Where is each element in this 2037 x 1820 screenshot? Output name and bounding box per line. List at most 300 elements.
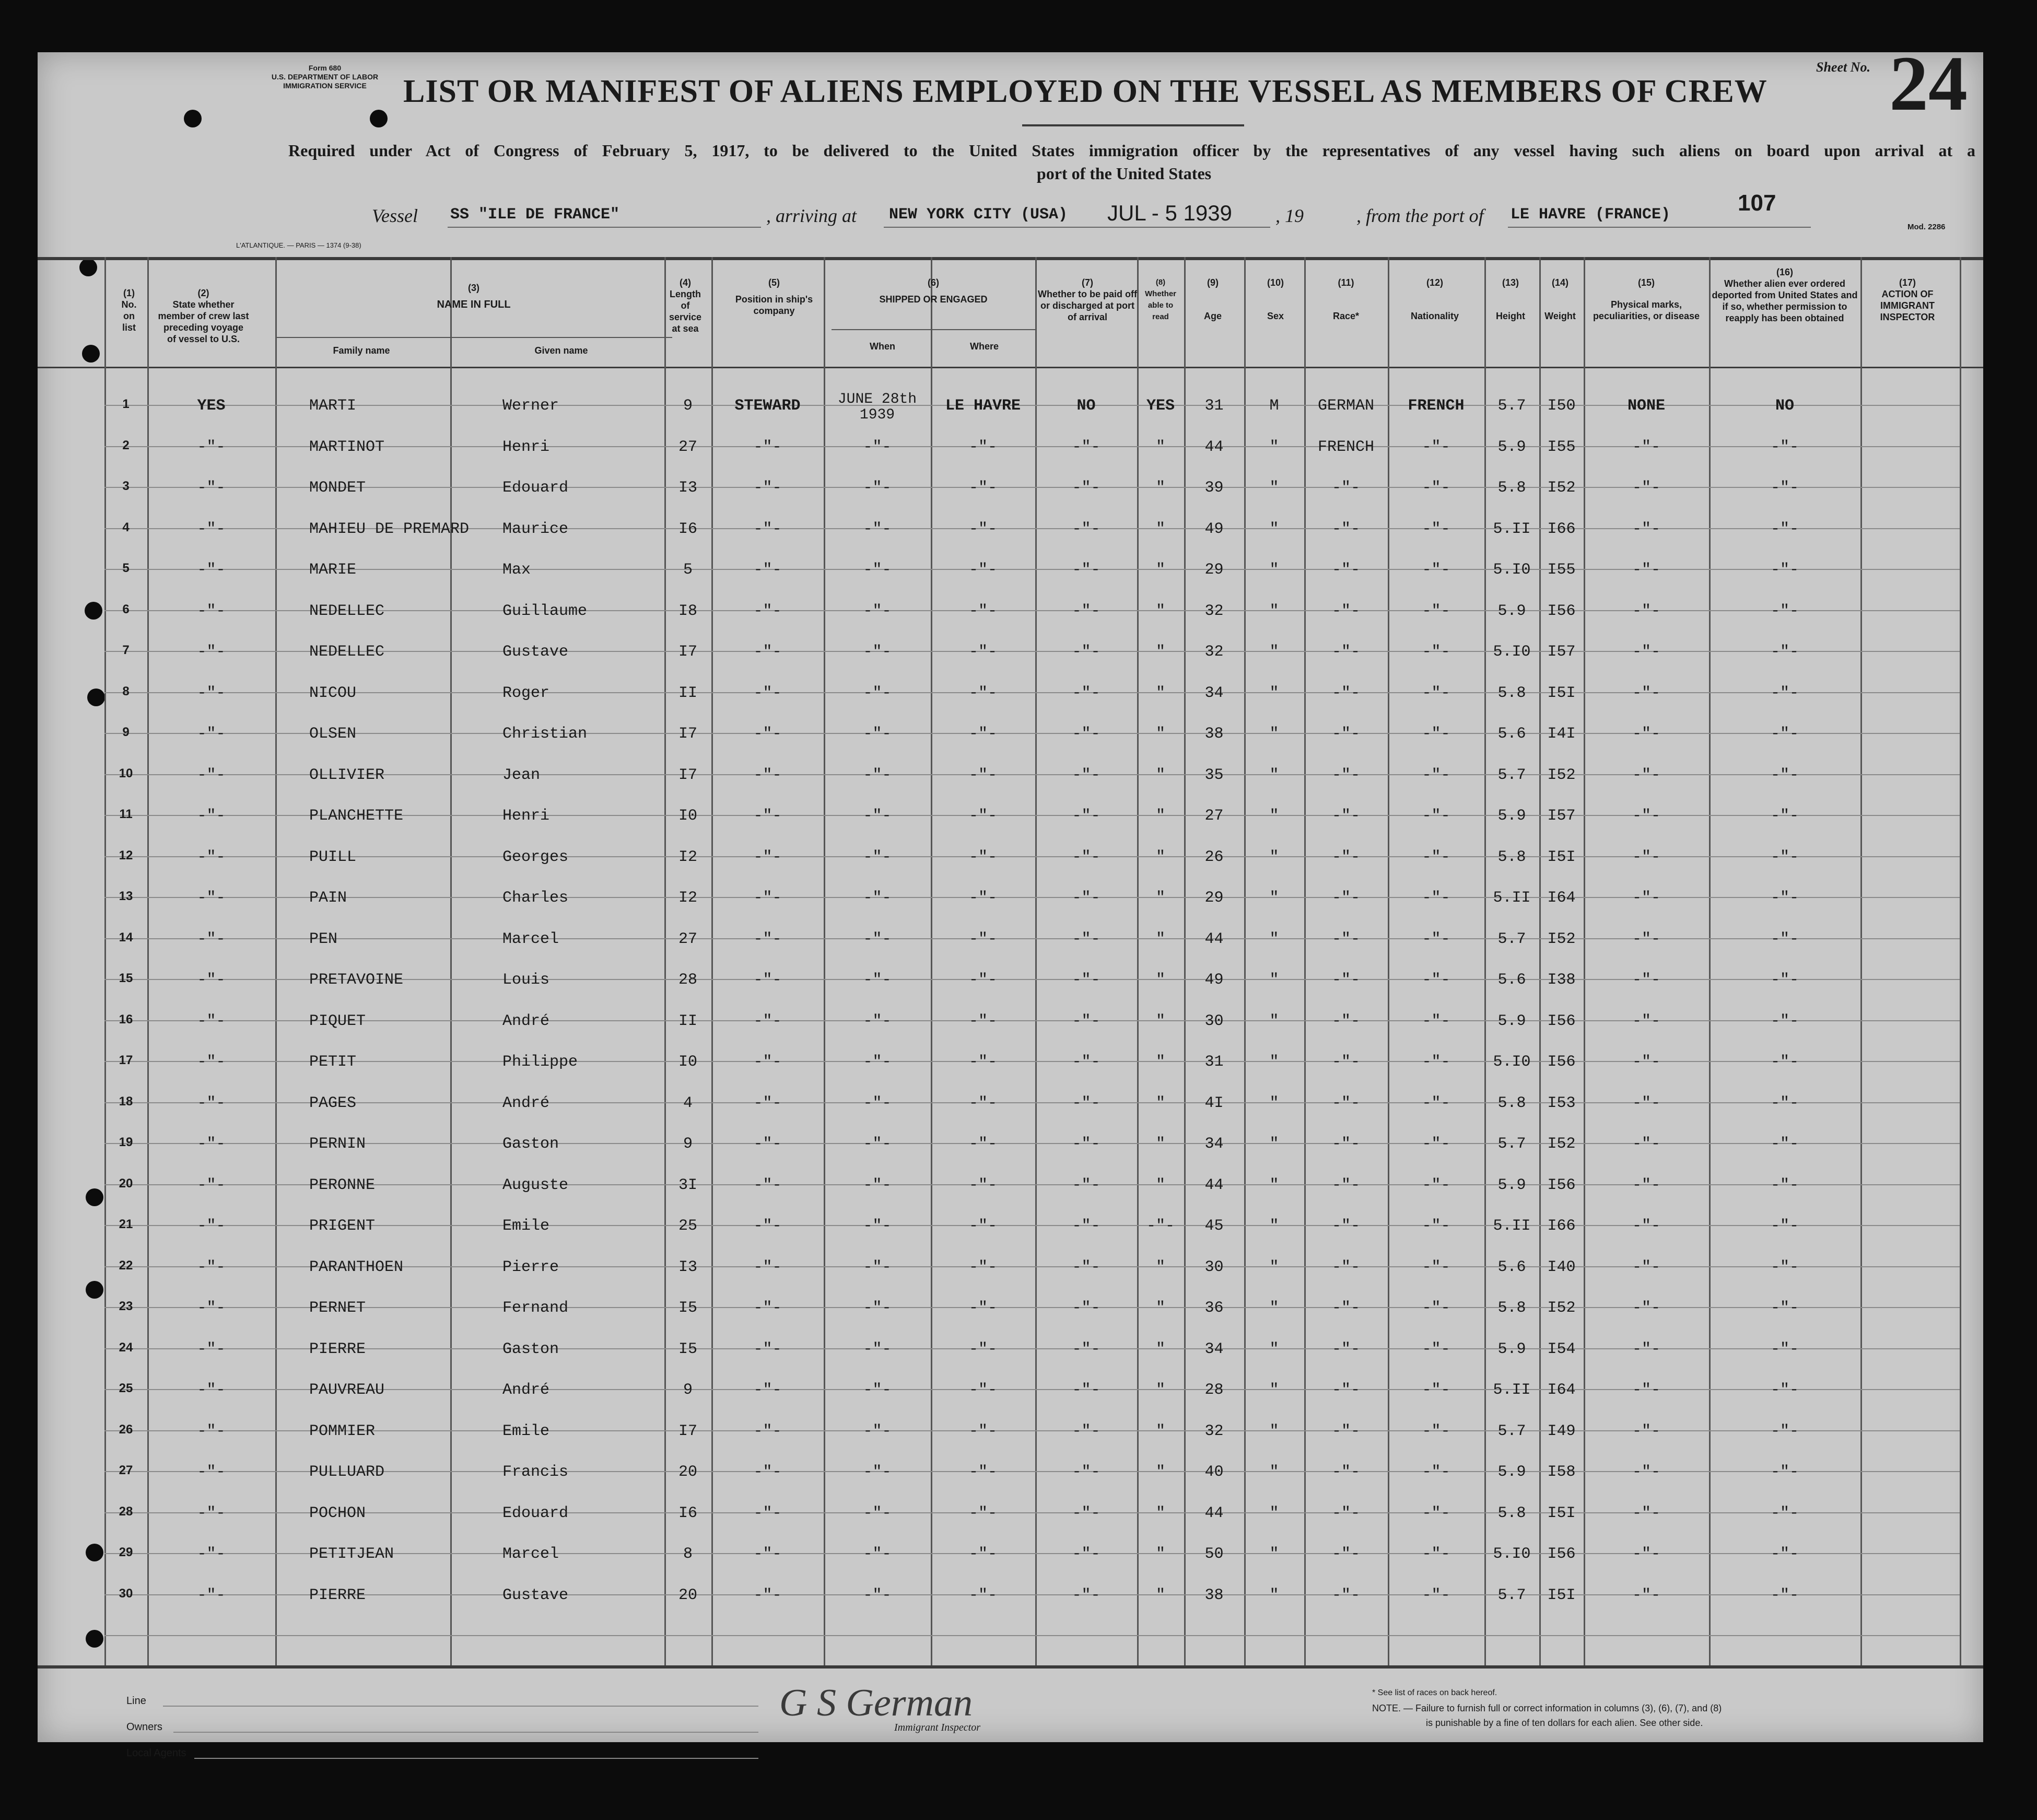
nationality: -"-	[1422, 1094, 1450, 1112]
physical-marks: -"-	[1632, 1586, 1660, 1604]
physical-marks: -"-	[1632, 1463, 1660, 1481]
col-4-header	[664, 277, 706, 334]
age: 31	[1204, 397, 1224, 415]
able-to-read: "	[1155, 1422, 1165, 1440]
physical-marks: -"-	[1632, 602, 1660, 620]
col-12-num: (12)	[1426, 277, 1443, 288]
given-name: Henri	[502, 438, 550, 456]
sex: "	[1269, 930, 1279, 948]
row-number: 14	[119, 930, 133, 944]
sex: "	[1269, 1176, 1279, 1194]
shipped-where: -"-	[968, 1176, 997, 1194]
position: -"-	[753, 1176, 782, 1194]
height: 5.9	[1497, 807, 1526, 825]
deported: -"-	[1770, 1545, 1799, 1563]
col-12-header	[1390, 277, 1479, 322]
deported: NO	[1775, 397, 1794, 415]
row-number: 13	[119, 889, 133, 903]
shipped-where: -"-	[968, 930, 997, 948]
paid-off: -"-	[1072, 643, 1101, 661]
physical-marks: -"-	[1632, 848, 1660, 866]
family-name: MARTINOT	[309, 438, 385, 456]
position: -"-	[753, 1381, 782, 1399]
previous-voyage: -"-	[197, 971, 226, 989]
agents-label: Local Agents	[126, 1747, 186, 1759]
able-to-read: -"-	[1146, 1217, 1175, 1235]
family-name: OLLIVIER	[309, 766, 385, 784]
height: 5.9	[1497, 438, 1526, 456]
age: 38	[1204, 725, 1224, 743]
given-name: Gustave	[502, 643, 569, 661]
shipped-when: JUNE 28th 1939	[837, 391, 917, 423]
paid-off: -"-	[1072, 1422, 1101, 1440]
physical-marks: -"-	[1632, 1422, 1660, 1440]
title-underline	[1022, 124, 1244, 126]
given-name: Auguste	[502, 1176, 569, 1194]
deported: -"-	[1770, 1053, 1799, 1071]
sex: "	[1269, 889, 1279, 907]
given-name: Christian	[502, 725, 588, 743]
position: -"-	[753, 643, 782, 661]
position: -"-	[753, 889, 782, 907]
previous-voyage: -"-	[197, 1586, 226, 1604]
nationality: -"-	[1422, 766, 1450, 784]
shipped-where: -"-	[968, 1340, 997, 1358]
owners-label: Owners	[126, 1721, 162, 1733]
sex: "	[1269, 1135, 1279, 1153]
able-to-read: "	[1155, 807, 1165, 825]
shipped-when: -"-	[863, 1012, 892, 1030]
shipped-when: -"-	[863, 1545, 892, 1563]
deported: -"-	[1770, 1012, 1799, 1030]
race: -"-	[1331, 1299, 1360, 1317]
vessel-name: SS "ILE DE FRANCE"	[450, 206, 620, 224]
subtitle-line-2: port of the United States	[1036, 164, 1212, 183]
given-name: Werner	[502, 397, 559, 415]
length-of-service: I5	[678, 1299, 697, 1317]
col-17-header	[1863, 277, 1952, 323]
physical-marks: -"-	[1632, 684, 1660, 702]
col-14-num: (14)	[1551, 277, 1568, 288]
previous-voyage: -"-	[197, 1299, 226, 1317]
able-to-read: "	[1155, 1258, 1165, 1276]
weight: I55	[1547, 438, 1576, 456]
paid-off: -"-	[1072, 807, 1101, 825]
races-note: * See list of races on back hereof.	[1372, 1688, 1497, 1697]
shipped-where: -"-	[968, 1586, 997, 1604]
mod-number: Mod. 2286	[1907, 223, 1946, 231]
sex: "	[1269, 479, 1279, 497]
col-16-num: (16)	[1776, 267, 1793, 277]
previous-voyage: -"-	[197, 1463, 226, 1481]
sex: "	[1269, 1463, 1279, 1481]
age: 44	[1204, 1176, 1224, 1194]
sex: "	[1269, 1586, 1279, 1604]
given-name: Jean	[502, 766, 541, 784]
physical-marks: -"-	[1632, 725, 1660, 743]
shipped-where: -"-	[968, 1381, 997, 1399]
shipped-when: -"-	[863, 1299, 892, 1317]
physical-marks: -"-	[1632, 971, 1660, 989]
height: 5.6	[1497, 971, 1526, 989]
shipped-when: -"-	[863, 766, 892, 784]
sex: "	[1269, 1545, 1279, 1563]
col-10-num: (10)	[1267, 277, 1284, 288]
given-name: Charles	[502, 889, 569, 907]
col-7-header	[1038, 277, 1137, 323]
previous-voyage: -"-	[197, 1053, 226, 1071]
race: -"-	[1331, 1381, 1360, 1399]
height: 5.I0	[1493, 561, 1531, 579]
physical-marks: -"-	[1632, 807, 1660, 825]
age: 32	[1204, 602, 1224, 620]
age: 30	[1204, 1012, 1224, 1030]
row-number: 24	[119, 1340, 133, 1355]
nationality: -"-	[1422, 438, 1450, 456]
length-of-service: 27	[678, 930, 697, 948]
col-9-label: Age	[1203, 311, 1222, 321]
col-13-num: (13)	[1502, 277, 1519, 288]
family-name: NEDELLEC	[309, 602, 385, 620]
family-name: PAIN	[309, 889, 347, 907]
row-number: 1	[122, 397, 130, 411]
family-name: POMMIER	[309, 1422, 376, 1440]
able-to-read: "	[1155, 1012, 1165, 1030]
owners-underline	[173, 1732, 758, 1733]
previous-voyage: -"-	[197, 1135, 226, 1153]
family-name: PERNIN	[309, 1135, 366, 1153]
race: -"-	[1331, 1504, 1360, 1522]
nationality: -"-	[1422, 1381, 1450, 1399]
race: -"-	[1331, 1340, 1360, 1358]
shipped-where: -"-	[968, 1545, 997, 1563]
age: 28	[1204, 1381, 1224, 1399]
previous-voyage: -"-	[197, 1381, 226, 1399]
height: 5.I0	[1493, 1545, 1531, 1563]
able-to-read: "	[1155, 479, 1165, 497]
race: GERMAN	[1317, 397, 1375, 415]
family-name: PERONNE	[309, 1176, 376, 1194]
from-underline	[1508, 227, 1811, 228]
length-of-service: I6	[678, 520, 697, 538]
family-name: PARANTHOEN	[309, 1258, 404, 1276]
col-11-label: Race*	[1332, 311, 1360, 321]
sex: "	[1269, 1217, 1279, 1235]
sex: M	[1269, 397, 1279, 415]
family-name: MONDET	[309, 479, 366, 497]
paid-off: -"-	[1072, 1381, 1101, 1399]
family-name: NICOU	[309, 684, 357, 702]
height: 5.I0	[1493, 1053, 1531, 1071]
age: 40	[1204, 1463, 1224, 1481]
col-6-label: SHIPPED OR ENGAGED	[879, 294, 988, 305]
shipped-where: -"-	[968, 1094, 997, 1112]
able-to-read: "	[1155, 684, 1165, 702]
height: 5.I0	[1493, 643, 1531, 661]
weight: I52	[1547, 479, 1576, 497]
age: 36	[1204, 1299, 1224, 1317]
nationality: -"-	[1422, 725, 1450, 743]
previous-voyage: -"-	[197, 1012, 226, 1030]
col-1-header	[116, 287, 142, 333]
previous-voyage: -"-	[197, 602, 226, 620]
shipped-where: -"-	[968, 848, 997, 866]
weight: I5I	[1547, 1504, 1576, 1522]
length-of-service: 25	[678, 1217, 697, 1235]
shipped-where: -"-	[968, 1012, 997, 1030]
age: 44	[1204, 438, 1224, 456]
height: 5.7	[1497, 930, 1526, 948]
length-of-service: 8	[683, 1545, 693, 1563]
given-name: Pierre	[502, 1258, 559, 1276]
column-divider	[1860, 257, 1862, 1665]
shipped-when: -"-	[863, 1381, 892, 1399]
able-to-read: "	[1155, 766, 1165, 784]
physical-marks: -"-	[1632, 561, 1660, 579]
row-number: 12	[119, 848, 133, 862]
table-bottom-rule	[38, 1665, 1983, 1669]
weight: I52	[1547, 1299, 1576, 1317]
paid-off: -"-	[1072, 848, 1101, 866]
able-to-read: "	[1155, 1299, 1165, 1317]
shipped-where: -"-	[968, 807, 997, 825]
given-name: Gaston	[502, 1135, 559, 1153]
height: 5.II	[1493, 1381, 1531, 1399]
physical-marks: -"-	[1632, 438, 1660, 456]
paid-off: -"-	[1072, 520, 1101, 538]
vessel-label: Vessel	[372, 205, 418, 226]
given-name: Georges	[502, 848, 569, 866]
shipped-where: -"-	[968, 1053, 997, 1071]
col-3-subrule	[275, 337, 672, 338]
able-to-read: "	[1155, 438, 1165, 456]
given-name: Emile	[502, 1217, 550, 1235]
previous-voyage: -"-	[197, 1422, 226, 1440]
shipped-when: -"-	[863, 725, 892, 743]
given-name: Gustave	[502, 1586, 569, 1604]
col-15-label: Physical marks, peculiarities, or disease	[1593, 299, 1700, 321]
age: 50	[1204, 1545, 1224, 1563]
deported: -"-	[1770, 1381, 1799, 1399]
weight: I52	[1547, 1135, 1576, 1153]
column-divider	[711, 257, 713, 1665]
department-label: U.S. DEPARTMENT OF LABOR	[271, 73, 379, 81]
length-of-service: II	[678, 684, 697, 702]
position: -"-	[753, 930, 782, 948]
family-name: MARTI	[309, 397, 357, 415]
race: -"-	[1331, 766, 1360, 784]
given-name: Guillaume	[502, 602, 588, 620]
family-name: NEDELLEC	[309, 643, 385, 661]
col-11-header	[1307, 277, 1385, 322]
height: 5.8	[1497, 1504, 1526, 1522]
column-divider	[104, 257, 106, 1665]
shipped-where: -"-	[968, 766, 997, 784]
age: 35	[1204, 766, 1224, 784]
shipped-when: -"-	[863, 1053, 892, 1071]
nationality: -"-	[1422, 1012, 1450, 1030]
physical-marks: -"-	[1632, 1299, 1660, 1317]
able-to-read: "	[1155, 520, 1165, 538]
paid-off: -"-	[1072, 479, 1101, 497]
age: 29	[1204, 889, 1224, 907]
race: -"-	[1331, 1217, 1360, 1235]
race: -"-	[1331, 643, 1360, 661]
paid-off: -"-	[1072, 1053, 1101, 1071]
paid-off: -"-	[1072, 1094, 1101, 1112]
weight: I57	[1547, 643, 1576, 661]
row-number: 29	[119, 1545, 133, 1559]
height: 5.8	[1497, 479, 1526, 497]
col-2-label: State whether member of crew last preceding voyage of vessel to U.S.	[158, 299, 249, 344]
weight: I66	[1547, 1217, 1576, 1235]
paid-off: -"-	[1072, 1258, 1101, 1276]
position: -"-	[753, 1504, 782, 1522]
weight: I50	[1547, 397, 1576, 415]
age: 32	[1204, 643, 1224, 661]
shipped-where: -"-	[968, 438, 997, 456]
weight: I56	[1547, 1545, 1576, 1563]
length-of-service: 9	[683, 1135, 693, 1153]
given-name: Marcel	[502, 1545, 559, 1563]
physical-marks: -"-	[1632, 1053, 1660, 1071]
nationality: -"-	[1422, 1299, 1450, 1317]
race: -"-	[1331, 971, 1360, 989]
physical-marks: -"-	[1632, 889, 1660, 907]
sex: "	[1269, 1299, 1279, 1317]
length-of-service: I0	[678, 807, 697, 825]
nationality: -"-	[1422, 1422, 1450, 1440]
column-divider	[1960, 257, 1961, 1665]
row-number: 22	[119, 1258, 133, 1273]
page-title: LIST OR MANIFEST OF ALIENS EMPLOYED ON THE VESSEL AS MEMBERS OF CREW	[403, 74, 1767, 109]
position: -"-	[753, 725, 782, 743]
able-to-read: "	[1155, 1586, 1165, 1604]
age: 29	[1204, 561, 1224, 579]
position: -"-	[753, 1135, 782, 1153]
column-divider	[1137, 257, 1139, 1665]
column-divider	[664, 257, 666, 1665]
row-number: 3	[122, 479, 130, 493]
punch-hole	[370, 110, 388, 127]
family-name: PEN	[309, 930, 338, 948]
line-label: Line	[126, 1695, 146, 1707]
race: -"-	[1331, 1176, 1360, 1194]
height: 5.8	[1497, 1094, 1526, 1112]
shipped-when: -"-	[863, 971, 892, 989]
weight: I56	[1547, 1012, 1576, 1030]
row-number: 28	[119, 1504, 133, 1519]
family-name: PRETAVOINE	[309, 971, 404, 989]
paid-off: -"-	[1072, 1586, 1101, 1604]
table-top-rule	[38, 257, 1983, 260]
col-6-header	[832, 277, 1035, 305]
length-of-service: 28	[678, 971, 697, 989]
given-name: Francis	[502, 1463, 569, 1481]
family-name: PAUVREAU	[309, 1381, 385, 1399]
height: 5.7	[1497, 1586, 1526, 1604]
position: -"-	[753, 1053, 782, 1071]
race: -"-	[1331, 1258, 1360, 1276]
shipped-where: -"-	[968, 889, 997, 907]
inspector-signature: G S German	[779, 1682, 973, 1724]
shipped-where: -"-	[968, 1217, 997, 1235]
shipped-when: -"-	[863, 1463, 892, 1481]
column-divider	[1184, 257, 1186, 1665]
position: -"-	[753, 1422, 782, 1440]
length-of-service: 5	[683, 561, 693, 579]
row-number: 6	[122, 602, 130, 616]
deported: -"-	[1770, 438, 1799, 456]
punch-hole	[82, 345, 100, 363]
weight: I4I	[1547, 725, 1576, 743]
service-label: IMMIGRATION SERVICE	[283, 81, 367, 90]
physical-marks: -"-	[1632, 1012, 1660, 1030]
col-5-header	[719, 277, 829, 317]
shipped-when: -"-	[863, 602, 892, 620]
previous-voyage: -"-	[197, 1176, 226, 1194]
punch-hole	[79, 259, 97, 276]
nationality: -"-	[1422, 479, 1450, 497]
col-6-subrule	[832, 329, 1035, 330]
row-number: 19	[119, 1135, 133, 1149]
paid-off: -"-	[1072, 1176, 1101, 1194]
paid-off: -"-	[1072, 725, 1101, 743]
col-2-header	[158, 287, 249, 345]
deported: -"-	[1770, 1586, 1799, 1604]
weight: I52	[1547, 766, 1576, 784]
previous-voyage: -"-	[197, 479, 226, 497]
position: -"-	[753, 520, 782, 538]
shipped-where: -"-	[968, 1135, 997, 1153]
weight: I38	[1547, 971, 1576, 989]
shipped-when: -"-	[863, 561, 892, 579]
position: -"-	[753, 848, 782, 866]
row-number: 20	[119, 1176, 133, 1191]
shipped-where: -"-	[968, 1463, 997, 1481]
age: 30	[1204, 1258, 1224, 1276]
nationality: -"-	[1422, 1176, 1450, 1194]
weight: I52	[1547, 930, 1576, 948]
given-name: Edouard	[502, 1504, 569, 1522]
col-8-num: (8)	[1155, 278, 1166, 287]
paid-off: -"-	[1072, 1545, 1101, 1563]
able-to-read: "	[1155, 602, 1165, 620]
physical-marks: -"-	[1632, 643, 1660, 661]
weight: I55	[1547, 561, 1576, 579]
col-8-label: Whether able to read	[1145, 289, 1176, 321]
given-name: Edouard	[502, 479, 569, 497]
shipped-when: -"-	[863, 889, 892, 907]
physical-marks: -"-	[1632, 479, 1660, 497]
col-3-num: (3)	[468, 283, 479, 293]
col-9-num: (9)	[1207, 277, 1219, 288]
race: -"-	[1331, 1545, 1360, 1563]
weight: I56	[1547, 602, 1576, 620]
nationality: -"-	[1422, 1545, 1450, 1563]
paid-off: -"-	[1072, 602, 1101, 620]
family-name: PRIGENT	[309, 1217, 376, 1235]
row-number: 17	[119, 1053, 133, 1067]
from-label: , from the port of	[1356, 205, 1484, 226]
when-header: When	[870, 341, 895, 352]
shipped-where: -"-	[968, 1504, 997, 1522]
nationality: -"-	[1422, 602, 1450, 620]
deported: -"-	[1770, 766, 1799, 784]
shipped-when: -"-	[863, 684, 892, 702]
sex: "	[1269, 643, 1279, 661]
height: 5.7	[1497, 1422, 1526, 1440]
